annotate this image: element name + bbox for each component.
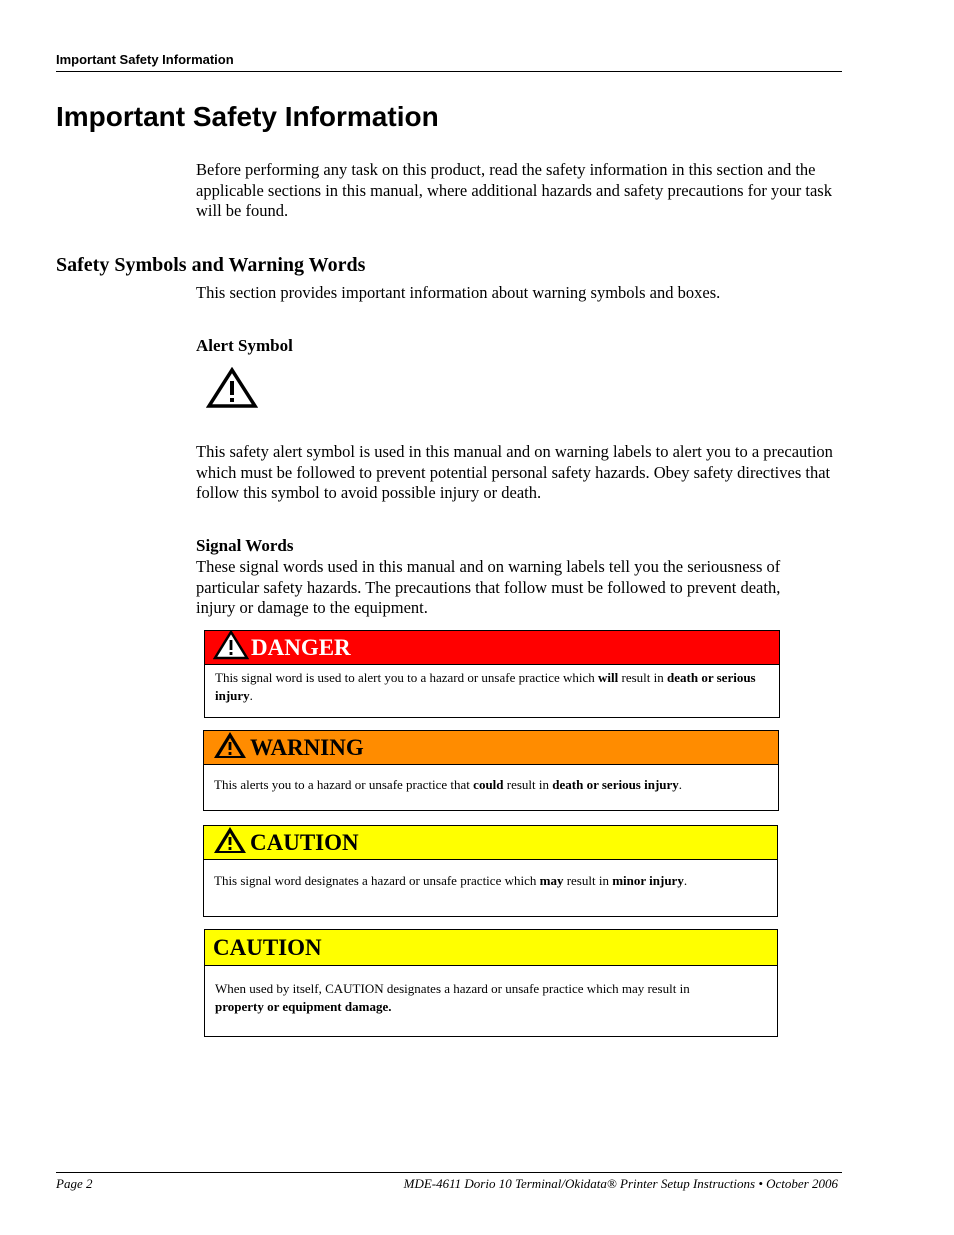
warning-box: [203, 730, 779, 811]
warning-text: This alerts you to a hazard or unsafe practice that could result in death or serious injury.: [214, 777, 683, 792]
intro-paragraph: Before performing any task on this product, read the safety information in this section and the applicable sections in this manual, where additional hazards and safety precautions for your task will be found.: [196, 160, 832, 220]
caution-plain-box: [204, 929, 778, 1037]
footer-page-number: Page 2: [56, 1176, 93, 1191]
signal-words-text: These signal words used in this manual and on warning labels tell you the seriousness of particular safety hazards. The precautions that follow must be followed to prevent death, injury or damage to the equipment.: [196, 557, 781, 617]
footer-rule: [56, 1172, 842, 1173]
alert-symbol-heading: Alert Symbol: [196, 336, 293, 355]
warning-triangle-icon: [206, 367, 258, 414]
section-text: This section provides important information about warning symbols and boxes.: [196, 283, 721, 302]
danger-word: DANGER: [251, 634, 351, 660]
section-heading: Safety Symbols and Warning Words: [56, 254, 366, 276]
warning-word: WARNING: [250, 734, 364, 760]
caution-text: This signal word designates a hazard or unsafe practice which may result in minor injury.: [214, 873, 688, 888]
alert-text: This safety alert symbol is used in this manual and on warning labels to alert you to a precaution which must be followed to prevent potential personal safety hazards. Obey safety directives that follow this symbol to avoid possible injury or death.: [196, 442, 833, 502]
page-title: Important Safety Information: [56, 101, 439, 132]
signal-words-heading: Signal Words: [196, 536, 294, 555]
caution-plain-header: [205, 930, 777, 966]
warning-header: [204, 731, 778, 765]
caution-plain-word: CAUTION: [213, 934, 322, 960]
warning-triangle-icon: [212, 730, 248, 765]
danger-triangle-icon: [213, 630, 249, 665]
danger-box: [204, 630, 780, 718]
footer-document-title: MDE-4611 Dorio 10 Terminal/Okidata® Printer Setup Instructions • October 2006: [403, 1176, 838, 1191]
caution-box: [203, 825, 778, 917]
caution-plain-text: When used by itself, CAUTION designates a hazard or unsafe practice which may result in property or equipment damage.: [215, 981, 690, 1014]
caution-word: CAUTION: [250, 829, 359, 855]
running-head: Important Safety Information: [56, 52, 234, 67]
danger-header: [205, 631, 779, 665]
caution-triangle-icon: [212, 825, 248, 860]
header-rule: [56, 71, 842, 72]
danger-text: This signal word is used to alert you to a hazard or unsafe practice which will result in death or serious injury.: [215, 670, 756, 703]
caution-header: [204, 826, 777, 860]
